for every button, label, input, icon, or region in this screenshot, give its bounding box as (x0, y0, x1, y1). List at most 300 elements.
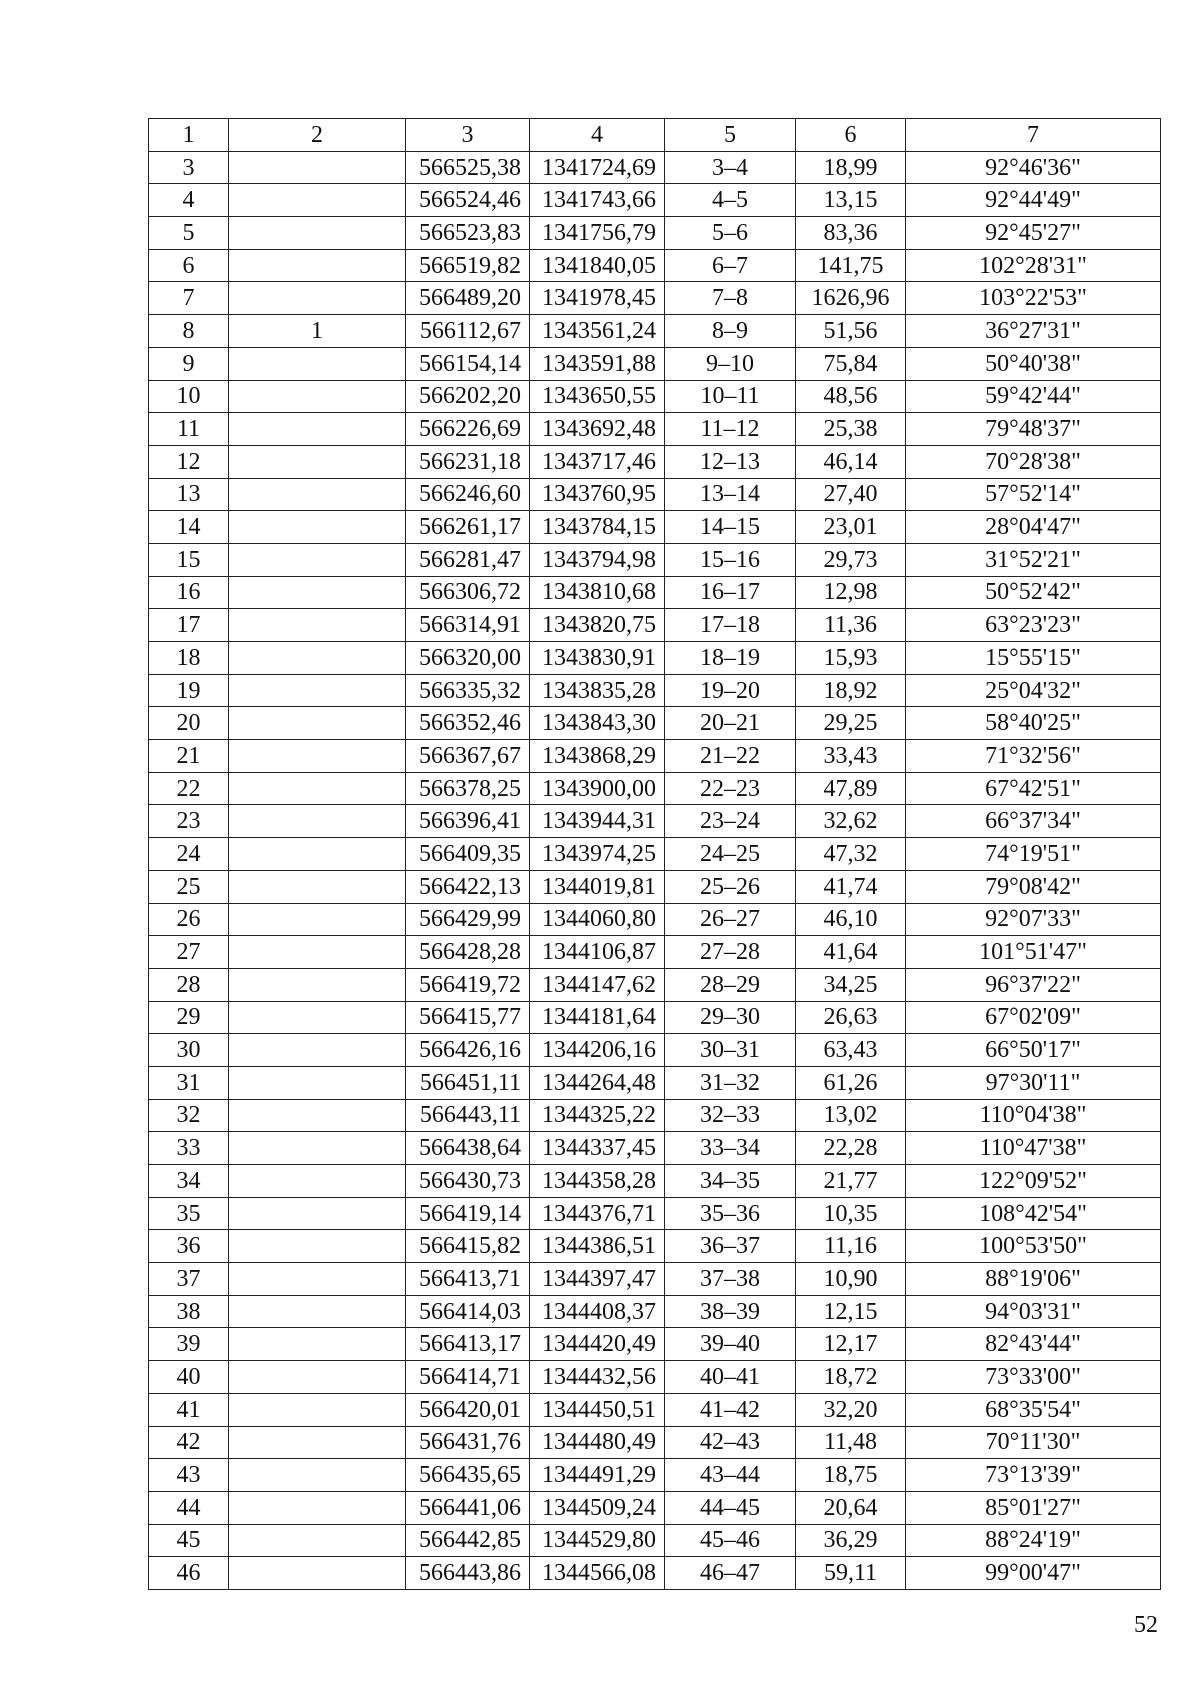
coordinate-x-cell: 566231,18 (406, 445, 530, 478)
table-row (149, 543, 1161, 576)
table-row (149, 1001, 1161, 1034)
point-number-cell: 38 (149, 1295, 229, 1328)
table-row (149, 511, 1161, 544)
point-number-cell: 42 (149, 1426, 229, 1459)
distance-cell: 18,75 (796, 1459, 906, 1492)
coordinate-y-cell: 1343561,24 (530, 315, 665, 348)
distance-cell: 47,32 (796, 838, 906, 871)
distance-cell: 63,43 (796, 1034, 906, 1067)
angle-cell: 102°28'31" (906, 249, 1161, 282)
distance-cell: 83,36 (796, 217, 906, 250)
contour-number-cell (229, 805, 406, 838)
contour-number-cell (229, 445, 406, 478)
angle-cell: 100°53'50" (906, 1230, 1161, 1263)
coordinate-x-cell: 566367,67 (406, 740, 530, 773)
point-number-cell: 34 (149, 1165, 229, 1198)
angle-cell: 67°02'09" (906, 1001, 1161, 1034)
segment-cell: 16–17 (665, 576, 796, 609)
distance-cell: 75,84 (796, 347, 906, 380)
coordinate-y-cell: 1343820,75 (530, 609, 665, 642)
segment-cell: 13–14 (665, 478, 796, 511)
point-number-cell: 23 (149, 805, 229, 838)
contour-number-cell (229, 478, 406, 511)
coordinate-y-cell: 1344491,29 (530, 1459, 665, 1492)
coordinate-x-cell: 566523,83 (406, 217, 530, 250)
angle-cell: 92°45'27" (906, 217, 1161, 250)
segment-cell: 44–45 (665, 1491, 796, 1524)
coordinate-x-cell: 566335,32 (406, 674, 530, 707)
contour-number-cell (229, 1524, 406, 1557)
point-number-cell: 12 (149, 445, 229, 478)
contour-number-cell (229, 740, 406, 773)
coordinate-x-cell: 566519,82 (406, 249, 530, 282)
segment-cell: 18–19 (665, 642, 796, 675)
table-row (149, 1557, 1161, 1590)
point-number-cell: 8 (149, 315, 229, 348)
distance-cell: 29,25 (796, 707, 906, 740)
angle-cell: 28°04'47" (906, 511, 1161, 544)
table-row (149, 609, 1161, 642)
segment-cell: 21–22 (665, 740, 796, 773)
table-row (149, 1524, 1161, 1557)
table-row (149, 838, 1161, 871)
table-row (149, 1361, 1161, 1394)
distance-cell: 1626,96 (796, 282, 906, 315)
coordinate-y-cell: 1343591,88 (530, 347, 665, 380)
angle-cell: 67°42'51" (906, 772, 1161, 805)
coordinate-y-cell: 1343944,31 (530, 805, 665, 838)
segment-cell: 37–38 (665, 1263, 796, 1296)
contour-number-cell (229, 707, 406, 740)
angle-cell: 73°13'39" (906, 1459, 1161, 1492)
point-number-cell: 44 (149, 1491, 229, 1524)
distance-cell: 21,77 (796, 1165, 906, 1198)
point-number-cell: 46 (149, 1557, 229, 1590)
segment-cell: 12–13 (665, 445, 796, 478)
coordinate-x-cell: 566415,77 (406, 1001, 530, 1034)
table-row (149, 707, 1161, 740)
coordinate-y-cell: 1341724,69 (530, 151, 665, 184)
segment-cell: 4–5 (665, 184, 796, 217)
angle-cell: 66°37'34" (906, 805, 1161, 838)
contour-number-cell (229, 1230, 406, 1263)
segment-cell: 20–21 (665, 707, 796, 740)
header-cell-4: 4 (530, 119, 665, 152)
contour-number-cell (229, 936, 406, 969)
contour-number-cell (229, 1491, 406, 1524)
coordinate-x-cell: 566489,20 (406, 282, 530, 315)
segment-cell: 43–44 (665, 1459, 796, 1492)
table-header-row (149, 119, 1161, 152)
coordinate-x-cell: 566431,76 (406, 1426, 530, 1459)
table-body (149, 151, 1161, 1589)
coordinate-x-cell: 566352,46 (406, 707, 530, 740)
contour-number-cell: 1 (229, 315, 406, 348)
point-number-cell: 33 (149, 1132, 229, 1165)
coordinate-y-cell: 1344206,16 (530, 1034, 665, 1067)
contour-number-cell (229, 1426, 406, 1459)
point-number-cell: 11 (149, 413, 229, 446)
coordinate-x-cell: 566451,11 (406, 1066, 530, 1099)
table-row (149, 870, 1161, 903)
coordinate-y-cell: 1344325,22 (530, 1099, 665, 1132)
point-number-cell: 16 (149, 576, 229, 609)
table-row (149, 1295, 1161, 1328)
distance-cell: 11,48 (796, 1426, 906, 1459)
segment-cell: 36–37 (665, 1230, 796, 1263)
segment-cell: 41–42 (665, 1393, 796, 1426)
angle-cell: 57°52'14" (906, 478, 1161, 511)
coordinate-y-cell: 1344480,49 (530, 1426, 665, 1459)
segment-cell: 27–28 (665, 936, 796, 969)
contour-number-cell (229, 151, 406, 184)
coordinate-y-cell: 1344529,80 (530, 1524, 665, 1557)
coordinate-x-cell: 566378,25 (406, 772, 530, 805)
coordinate-y-cell: 1343760,95 (530, 478, 665, 511)
contour-number-cell (229, 1557, 406, 1590)
coordinate-x-cell: 566154,14 (406, 347, 530, 380)
point-number-cell: 28 (149, 968, 229, 1001)
point-number-cell: 26 (149, 903, 229, 936)
point-number-cell: 36 (149, 1230, 229, 1263)
coordinate-y-cell: 1343868,29 (530, 740, 665, 773)
coordinate-y-cell: 1344432,56 (530, 1361, 665, 1394)
angle-cell: 92°46'36" (906, 151, 1161, 184)
point-number-cell: 14 (149, 511, 229, 544)
contour-number-cell (229, 674, 406, 707)
angle-cell: 73°33'00" (906, 1361, 1161, 1394)
segment-cell: 6–7 (665, 249, 796, 282)
coordinate-y-cell: 1341840,05 (530, 249, 665, 282)
contour-number-cell (229, 1034, 406, 1067)
point-number-cell: 6 (149, 249, 229, 282)
coordinate-x-cell: 566409,35 (406, 838, 530, 871)
table-row (149, 674, 1161, 707)
angle-cell: 50°40'38" (906, 347, 1161, 380)
distance-cell: 32,20 (796, 1393, 906, 1426)
coordinates-table (148, 118, 1161, 1590)
table-row (149, 1491, 1161, 1524)
contour-number-cell (229, 249, 406, 282)
point-number-cell: 22 (149, 772, 229, 805)
angle-cell: 71°32'56" (906, 740, 1161, 773)
header-cell-3: 3 (406, 119, 530, 152)
distance-cell: 46,14 (796, 445, 906, 478)
segment-cell: 32–33 (665, 1099, 796, 1132)
coordinate-x-cell: 566524,46 (406, 184, 530, 217)
distance-cell: 18,72 (796, 1361, 906, 1394)
distance-cell: 11,16 (796, 1230, 906, 1263)
contour-number-cell (229, 1361, 406, 1394)
point-number-cell: 4 (149, 184, 229, 217)
table-row (149, 1263, 1161, 1296)
segment-cell: 25–26 (665, 870, 796, 903)
angle-cell: 88°19'06" (906, 1263, 1161, 1296)
table-row (149, 576, 1161, 609)
segment-cell: 15–16 (665, 543, 796, 576)
distance-cell: 20,64 (796, 1491, 906, 1524)
distance-cell: 32,62 (796, 805, 906, 838)
angle-cell: 92°07'33" (906, 903, 1161, 936)
angle-cell: 97°30'11" (906, 1066, 1161, 1099)
contour-number-cell (229, 1165, 406, 1198)
coordinate-x-cell: 566414,71 (406, 1361, 530, 1394)
point-number-cell: 45 (149, 1524, 229, 1557)
coordinate-y-cell: 1343900,00 (530, 772, 665, 805)
distance-cell: 29,73 (796, 543, 906, 576)
table-row (149, 968, 1161, 1001)
segment-cell: 38–39 (665, 1295, 796, 1328)
coordinate-x-cell: 566202,20 (406, 380, 530, 413)
contour-number-cell (229, 511, 406, 544)
coordinate-y-cell: 1344147,62 (530, 968, 665, 1001)
contour-number-cell (229, 1001, 406, 1034)
angle-cell: 122°09'52" (906, 1165, 1161, 1198)
coordinate-x-cell: 566261,17 (406, 511, 530, 544)
distance-cell: 46,10 (796, 903, 906, 936)
angle-cell: 36°27'31" (906, 315, 1161, 348)
point-number-cell: 7 (149, 282, 229, 315)
angle-cell: 63°23'23" (906, 609, 1161, 642)
header-cell-7: 7 (906, 119, 1161, 152)
page-number: 52 (1134, 1612, 1158, 1638)
angle-cell: 70°28'38" (906, 445, 1161, 478)
angle-cell: 15°55'15" (906, 642, 1161, 675)
angle-cell: 99°00'47" (906, 1557, 1161, 1590)
distance-cell: 11,36 (796, 609, 906, 642)
angle-cell: 79°48'37" (906, 413, 1161, 446)
table-row (149, 1197, 1161, 1230)
coordinate-x-cell: 566430,73 (406, 1165, 530, 1198)
coordinate-y-cell: 1343843,30 (530, 707, 665, 740)
angle-cell: 108°42'54" (906, 1197, 1161, 1230)
contour-number-cell (229, 642, 406, 675)
segment-cell: 31–32 (665, 1066, 796, 1099)
angle-cell: 66°50'17" (906, 1034, 1161, 1067)
distance-cell: 36,29 (796, 1524, 906, 1557)
table-row (149, 1132, 1161, 1165)
table-row (149, 1066, 1161, 1099)
distance-cell: 25,38 (796, 413, 906, 446)
segment-cell: 30–31 (665, 1034, 796, 1067)
table-row (149, 1393, 1161, 1426)
table-row (149, 347, 1161, 380)
table-row (149, 772, 1161, 805)
coordinate-x-cell: 566525,38 (406, 151, 530, 184)
segment-cell: 46–47 (665, 1557, 796, 1590)
contour-number-cell (229, 772, 406, 805)
point-number-cell: 41 (149, 1393, 229, 1426)
coordinate-y-cell: 1344264,48 (530, 1066, 665, 1099)
coordinate-x-cell: 566428,28 (406, 936, 530, 969)
coordinate-x-cell: 566246,60 (406, 478, 530, 511)
angle-cell: 88°24'19" (906, 1524, 1161, 1557)
angle-cell: 25°04'32" (906, 674, 1161, 707)
coordinate-x-cell: 566413,71 (406, 1263, 530, 1296)
contour-number-cell (229, 543, 406, 576)
coordinate-x-cell: 566320,00 (406, 642, 530, 675)
point-number-cell: 30 (149, 1034, 229, 1067)
distance-cell: 10,35 (796, 1197, 906, 1230)
contour-number-cell (229, 282, 406, 315)
header-cell-6: 6 (796, 119, 906, 152)
segment-cell: 28–29 (665, 968, 796, 1001)
header-cell-5: 5 (665, 119, 796, 152)
contour-number-cell (229, 184, 406, 217)
segment-cell: 10–11 (665, 380, 796, 413)
point-number-cell: 27 (149, 936, 229, 969)
point-number-cell: 24 (149, 838, 229, 871)
distance-cell: 22,28 (796, 1132, 906, 1165)
table-row (149, 249, 1161, 282)
coordinate-y-cell: 1344397,47 (530, 1263, 665, 1296)
coordinate-y-cell: 1344358,28 (530, 1165, 665, 1198)
coordinate-y-cell: 1341978,45 (530, 282, 665, 315)
coordinate-y-cell: 1343717,46 (530, 445, 665, 478)
contour-number-cell (229, 1197, 406, 1230)
angle-cell: 58°40'25" (906, 707, 1161, 740)
point-number-cell: 18 (149, 642, 229, 675)
distance-cell: 51,56 (796, 315, 906, 348)
table-row (149, 1328, 1161, 1361)
segment-cell: 11–12 (665, 413, 796, 446)
table-row (149, 1459, 1161, 1492)
coordinate-x-cell: 566414,03 (406, 1295, 530, 1328)
point-number-cell: 13 (149, 478, 229, 511)
point-number-cell: 40 (149, 1361, 229, 1394)
segment-cell: 34–35 (665, 1165, 796, 1198)
distance-cell: 12,15 (796, 1295, 906, 1328)
distance-cell: 13,02 (796, 1099, 906, 1132)
coordinate-y-cell: 1343810,68 (530, 576, 665, 609)
distance-cell: 33,43 (796, 740, 906, 773)
point-number-cell: 37 (149, 1263, 229, 1296)
distance-cell: 141,75 (796, 249, 906, 282)
coordinate-y-cell: 1344019,81 (530, 870, 665, 903)
table-row (149, 445, 1161, 478)
coordinate-x-cell: 566422,13 (406, 870, 530, 903)
point-number-cell: 21 (149, 740, 229, 773)
point-number-cell: 35 (149, 1197, 229, 1230)
distance-cell: 41,74 (796, 870, 906, 903)
table-row (149, 184, 1161, 217)
coordinate-y-cell: 1343692,48 (530, 413, 665, 446)
coordinate-x-cell: 566435,65 (406, 1459, 530, 1492)
angle-cell: 103°22'53" (906, 282, 1161, 315)
angle-cell: 70°11'30" (906, 1426, 1161, 1459)
coordinate-y-cell: 1343794,98 (530, 543, 665, 576)
distance-cell: 18,92 (796, 674, 906, 707)
table-row (149, 1230, 1161, 1263)
contour-number-cell (229, 870, 406, 903)
segment-cell: 33–34 (665, 1132, 796, 1165)
table-row (149, 1165, 1161, 1198)
coordinate-x-cell: 566306,72 (406, 576, 530, 609)
point-number-cell: 19 (149, 674, 229, 707)
point-number-cell: 3 (149, 151, 229, 184)
table-row (149, 903, 1161, 936)
coordinate-y-cell: 1343650,55 (530, 380, 665, 413)
angle-cell: 94°03'31" (906, 1295, 1161, 1328)
distance-cell: 18,99 (796, 151, 906, 184)
point-number-cell: 43 (149, 1459, 229, 1492)
distance-cell: 47,89 (796, 772, 906, 805)
angle-cell: 68°35'54" (906, 1393, 1161, 1426)
contour-number-cell (229, 576, 406, 609)
distance-cell: 13,15 (796, 184, 906, 217)
table-row (149, 217, 1161, 250)
coordinate-x-cell: 566226,69 (406, 413, 530, 446)
point-number-cell: 25 (149, 870, 229, 903)
coordinate-x-cell: 566441,06 (406, 1491, 530, 1524)
table-row (149, 413, 1161, 446)
segment-cell: 14–15 (665, 511, 796, 544)
coordinate-y-cell: 1344106,87 (530, 936, 665, 969)
angle-cell: 92°44'49" (906, 184, 1161, 217)
segment-cell: 24–25 (665, 838, 796, 871)
contour-number-cell (229, 838, 406, 871)
segment-cell: 7–8 (665, 282, 796, 315)
contour-number-cell (229, 1459, 406, 1492)
distance-cell: 27,40 (796, 478, 906, 511)
table-row (149, 315, 1161, 348)
coordinate-y-cell: 1344420,49 (530, 1328, 665, 1361)
contour-number-cell (229, 968, 406, 1001)
distance-cell: 15,93 (796, 642, 906, 675)
point-number-cell: 32 (149, 1099, 229, 1132)
coordinate-x-cell: 566438,64 (406, 1132, 530, 1165)
angle-cell: 82°43'44" (906, 1328, 1161, 1361)
coordinate-x-cell: 566420,01 (406, 1393, 530, 1426)
table-row (149, 642, 1161, 675)
contour-number-cell (229, 1066, 406, 1099)
point-number-cell: 17 (149, 609, 229, 642)
contour-number-cell (229, 347, 406, 380)
segment-cell: 23–24 (665, 805, 796, 838)
table-row (149, 151, 1161, 184)
coordinate-y-cell: 1341743,66 (530, 184, 665, 217)
coordinate-y-cell: 1344386,51 (530, 1230, 665, 1263)
coordinate-x-cell: 566415,82 (406, 1230, 530, 1263)
point-number-cell: 31 (149, 1066, 229, 1099)
coordinate-y-cell: 1343784,15 (530, 511, 665, 544)
contour-number-cell (229, 903, 406, 936)
coordinate-y-cell: 1344376,71 (530, 1197, 665, 1230)
coordinate-x-cell: 566314,91 (406, 609, 530, 642)
coordinate-y-cell: 1344337,45 (530, 1132, 665, 1165)
table-row (149, 282, 1161, 315)
angle-cell: 101°51'47" (906, 936, 1161, 969)
distance-cell: 48,56 (796, 380, 906, 413)
coordinate-y-cell: 1344060,80 (530, 903, 665, 936)
distance-cell: 23,01 (796, 511, 906, 544)
segment-cell: 22–23 (665, 772, 796, 805)
angle-cell: 59°42'44" (906, 380, 1161, 413)
coordinate-x-cell: 566426,16 (406, 1034, 530, 1067)
distance-cell: 34,25 (796, 968, 906, 1001)
coordinate-x-cell: 566396,41 (406, 805, 530, 838)
distance-cell: 41,64 (796, 936, 906, 969)
table-row (149, 1034, 1161, 1067)
table-row (149, 1099, 1161, 1132)
contour-number-cell (229, 1099, 406, 1132)
point-number-cell: 15 (149, 543, 229, 576)
coordinate-y-cell: 1343835,28 (530, 674, 665, 707)
coordinate-x-cell: 566112,67 (406, 315, 530, 348)
contour-number-cell (229, 609, 406, 642)
coordinate-x-cell: 566442,85 (406, 1524, 530, 1557)
point-number-cell: 5 (149, 217, 229, 250)
